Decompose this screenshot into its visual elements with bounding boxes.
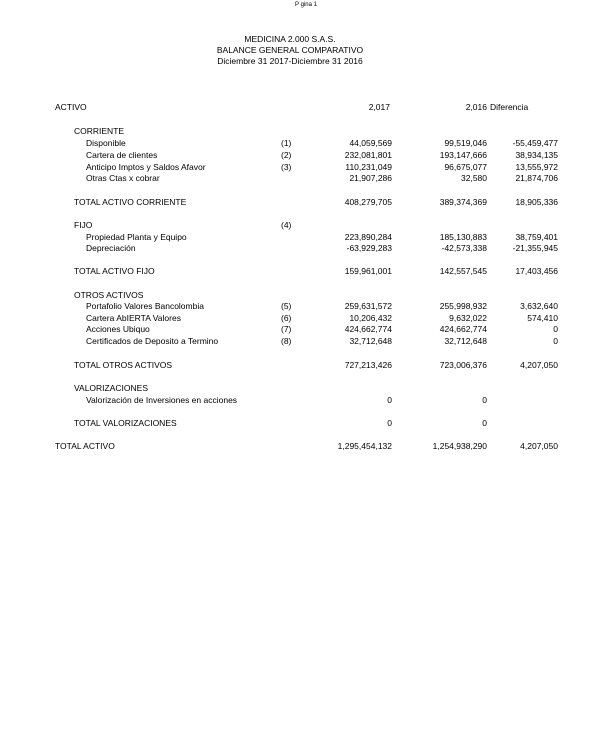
row-value-2017: 424,662,774 (344, 324, 392, 334)
row-value-2017: 44,059,569 (349, 138, 392, 148)
row-label: Acciones Ubiquo (86, 324, 150, 334)
total-label: TOTAL ACTIVO FIJO (74, 266, 155, 276)
row-value-2016: 185,130,883 (439, 232, 487, 242)
section-heading-fijo: FIJO (74, 220, 93, 230)
section-note-fijo: (4) (281, 220, 292, 230)
row-value-2016: 424,662,774 (439, 324, 487, 334)
total-value-2016: 723,006,376 (439, 360, 487, 370)
section-heading-otros-activos: OTROS ACTIVOS (74, 290, 144, 300)
section-heading-valorizaciones: VALORIZACIONES (74, 383, 148, 393)
row-label: Certificados de Deposito a Termino (86, 336, 219, 346)
row-value-2016: 9,632,022 (449, 313, 487, 323)
row-value-2016: 193,147,666 (439, 150, 487, 160)
row-label: Valorización de Inversiones en acciones (86, 395, 238, 405)
grand-total-value-2016: 1,254,938,290 (432, 441, 487, 451)
row-note: (2) (281, 150, 292, 160)
row-note: (5) (281, 301, 292, 311)
row-value-2017: 259,631,572 (344, 301, 392, 311)
row-value-diferencia: -21,355,945 (512, 243, 558, 253)
row-value-2016: 96,675,077 (444, 162, 487, 172)
row-note: (6) (281, 313, 292, 323)
total-value-2017: 159,961,001 (344, 266, 392, 276)
row-label: Anticipo Imptos y Saldos Afavor (86, 162, 206, 172)
row-value-2017: -63,929,283 (346, 243, 392, 253)
page-number: P gina 1 (295, 2, 317, 8)
grand-total-value-diferencia: 4,207,050 (520, 441, 558, 451)
total-value-2016: 389,374,369 (439, 197, 487, 207)
row-value-diferencia: 3,632,640 (520, 301, 558, 311)
row-value-2016: 32,712,648 (444, 336, 487, 346)
column-header-2016: 2,016 (465, 102, 487, 112)
row-value-diferencia: 0 (553, 336, 558, 346)
column-header-2017: 2,017 (368, 102, 390, 112)
row-note: (1) (281, 138, 292, 148)
section-heading-corriente: CORRIENTE (74, 126, 125, 136)
row-label: Cartera de clientes (86, 150, 158, 160)
report-title: BALANCE GENERAL COMPARATIVO (216, 45, 364, 55)
total-label: TOTAL OTROS ACTIVOS (74, 360, 173, 370)
section-label-activo: ACTIVO (55, 102, 87, 112)
grand-total-label: TOTAL ACTIVO (55, 441, 115, 451)
row-note: (7) (281, 324, 292, 334)
total-value-2017: 0 (387, 418, 392, 428)
row-value-2016: 0 (482, 395, 487, 405)
row-value-2017: 232,081,801 (344, 150, 392, 160)
row-value-2016: -42,573,338 (441, 243, 487, 253)
total-value-diferencia: 17,403,456 (515, 266, 558, 276)
row-label: Otras Ctas x cobrar (86, 173, 160, 183)
row-label: Propiedad Planta y Equipo (86, 232, 187, 242)
row-value-diferencia: 21,874,706 (515, 173, 558, 183)
row-note: (3) (281, 162, 292, 172)
row-label: Portafolio Valores Bancolombia (86, 301, 204, 311)
row-value-2017: 32,712,648 (349, 336, 392, 346)
total-value-2017: 408,279,705 (344, 197, 392, 207)
row-value-2017: 21,907,286 (349, 173, 392, 183)
total-label: TOTAL ACTIVO CORRIENTE (74, 197, 187, 207)
row-value-2017: 223,890,284 (344, 232, 392, 242)
row-value-diferencia: 574,410 (527, 313, 558, 323)
total-value-2017: 727,213,426 (344, 360, 392, 370)
total-value-diferencia: 4,207,050 (520, 360, 558, 370)
total-value-diferencia: 18,905,336 (515, 197, 558, 207)
row-label: Disponible (86, 138, 126, 148)
total-value-2016: 142,557,545 (439, 266, 487, 276)
row-value-diferencia: 38,934,135 (515, 150, 558, 160)
row-value-diferencia: 38,759,401 (515, 232, 558, 242)
row-note: (8) (281, 336, 292, 346)
row-value-diferencia: 0 (553, 324, 558, 334)
total-label: TOTAL VALORIZACIONES (74, 418, 177, 428)
row-value-2017: 10,206,432 (349, 313, 392, 323)
total-value-2016: 0 (482, 418, 487, 428)
row-value-diferencia: 13,555,972 (515, 162, 558, 172)
row-value-2016: 32,580 (461, 173, 487, 183)
grand-total-value-2017: 1,295,454,132 (337, 441, 392, 451)
row-value-2017: 110,231,049 (345, 162, 392, 172)
row-value-2016: 99,519,046 (444, 138, 487, 148)
row-value-2017: 0 (387, 395, 392, 405)
row-value-diferencia: -55,459,477 (512, 138, 558, 148)
column-header-diferencia: Diferencia (490, 102, 529, 112)
report-period: Diciembre 31 2017-Diciembre 31 2016 (217, 56, 363, 66)
row-label: Depreciación (86, 243, 136, 253)
row-label: Cartera AbIERTA Valores (86, 313, 181, 323)
row-value-2016: 255,998,932 (439, 301, 487, 311)
company-name: MEDICINA 2.000 S.A.S. (244, 34, 336, 44)
